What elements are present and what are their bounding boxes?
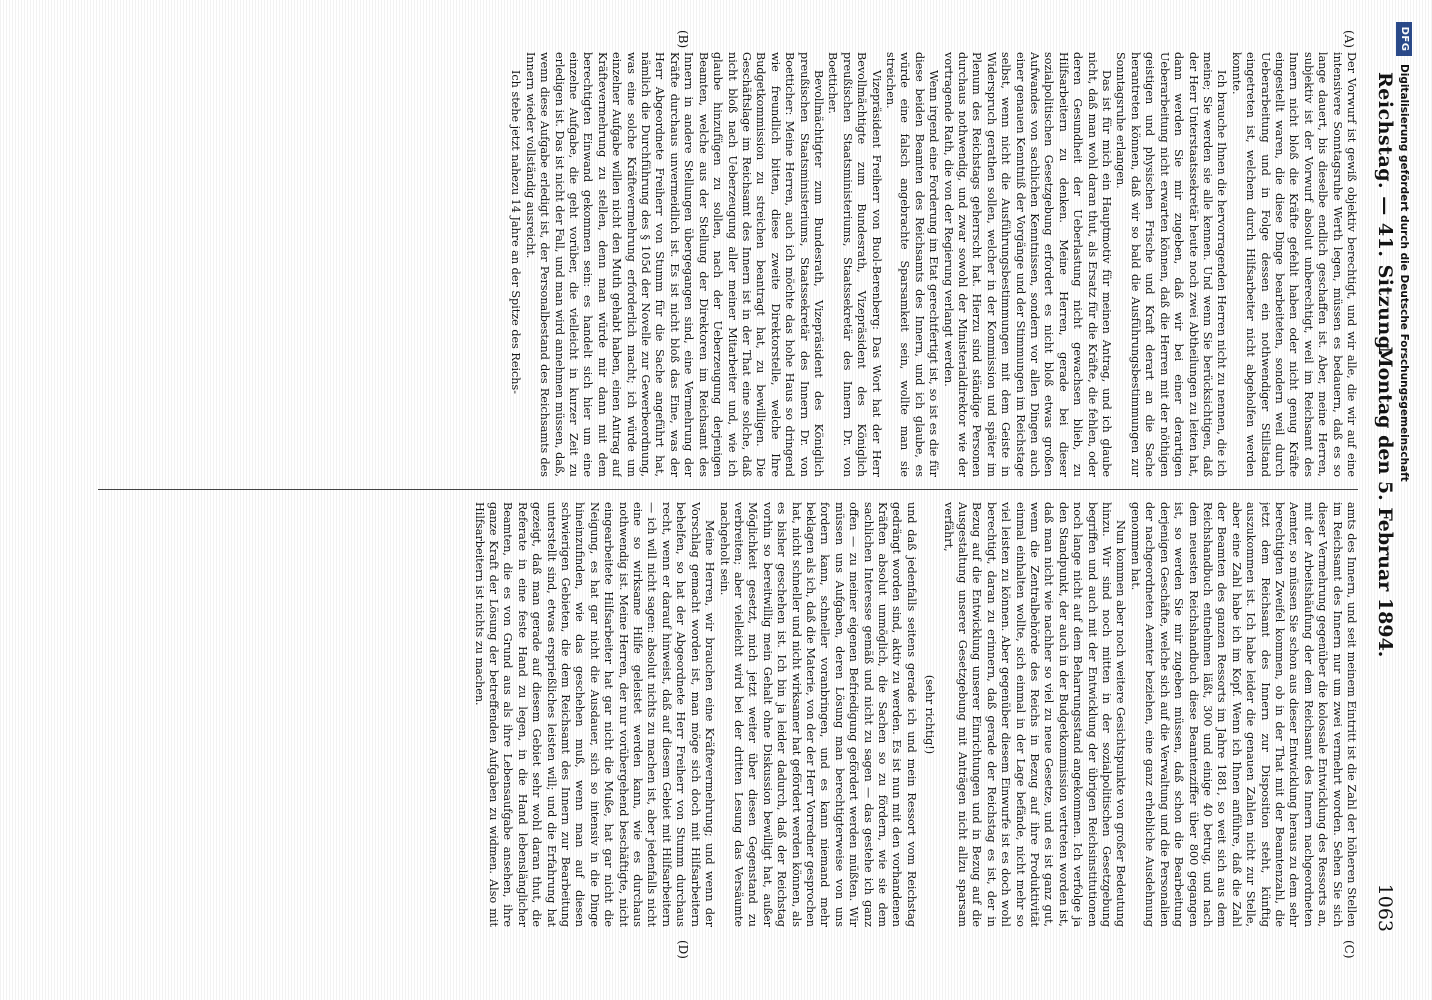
left-column	[88, 52, 1358, 477]
right-column	[88, 502, 1358, 927]
header-session: Reichstag. — 41. Sitzung.	[1374, 72, 1396, 357]
paragraph: und daß jedenfalls seitens gerade ich und mein Ressort vom Reichstag gedrängt worden sind, aktiv zu werden. Es ist nun mit den vorhandenen Kräften absolut unmöglich, die Sachen so zu fördern, wie sie dem sachlichen Interesse gemäß und nicht zu sagen — das gestehe ich ganz offen — zu meiner eigenen Befriedigung gefördert werden müßten. Wir müssen uns Aufgaben, deren Lösung man berechtigterweise von uns fordern kann, schneller voranbringen, und es kann niemand mehr beklagen als ich, daß die Materie, von der der Herr Vorredner gesprochen hat, nicht schneller und nicht wirksamer hat gefördert werden können, als es bisher geschehen ist. Ich bin ja leider dadurch, daß der Reichstag vorhin so bereitwillig mein Gehalt ohne Diskussion bewilligt hat, außer Möglichkeit gesetzt, mich jetzt weiter über diesen Gegenstand zu verbreiten; aber vielleicht wird bei der dritten Lesung das Versäumte nachgeholt sein.	[717, 502, 918, 927]
paragraph: Nun kommen aber noch weitere Gesichtspunkte von großer Bedeutung hinzu. Wir sind noch mitten in der sozialpolitischen Gesetzgebung begriffen und auch mit der Entwicklung der übrigen Reichsinstitutionen noch lange nicht auf dem Beharrungsstand angekommen. Ich verfolge ja den Standpunkt, der auch in der Budgetkommission vertreten worden ist, daß man nicht wie nachher so viel zu neue Gesetze, und es ist ganz gut, wenn die Zentralbehörde des Reichs in Bezug auf ihre Produktivität einmal einhalten wollte, sich einmal in der Lage befände, nicht mehr so viel leisten zu können. Aber gegenüber diesem Einwurfe ist es doch wohl berechtigt, daran zu erinnern, daß gerade der Reichstag es ist, der in Bezug auf die Entwicklung unserer Einrichtungen und in Bezug auf die Ausgestaltung unserer Gesetzgebung mit Anträgen nicht allzu sparsam verfährt,	[941, 502, 1128, 927]
dfg-logo-icon: DFG	[1396, 22, 1412, 56]
margin-marker-c: (C)	[1342, 940, 1356, 959]
page-number: 1063	[1374, 883, 1396, 932]
paragraph: amts des Innern, und seit meinem Eintritt ist die Zahl der höheren Stellen im Reichsamt des Innern nur um zwei vermehrt worden. Sehen Sie sich dieser Vermehrung gegenüber die kolossale Entwicklung des Ressorts an, mit der Arbeitshäufung der dem Reichsamt des Innern nachgeordneten Aemter, so müssen Sie schon aus dieser Entwicklung heraus zu dem sehr berechtigten Zweifel kommen, ob in der That mit der Beamtenzahl, die jetzt dem Reichsamt des Innern zur Disposition steht, künftig auszukommen ist. Ich habe leider die genauen Zahlen nicht zur Stelle, aber eine Zahl habe ich im Kopf. Wenn ich Ihnen anführe, daß die Zahl der Beamten des ganzen Ressorts im Jahre 1881, so weit sich aus dem Reichshandbuch entnehmen läßt, 300 und einige 40 betrug, und nach dem neuesten Reichshandbuch diese Beamtenziffer über 800 gegangen ist, so werden Sie mir zugeben müssen, daß schon die Bearbeitung derjenigen Geschäfte, welche sich auf die Verwaltung und die Personalien der nachgeordneten Aemter beziehen, eine ganz erhebliche Ausdehnung genommen hat.	[1128, 502, 1358, 927]
rotated-document-sheet	[70, 22, 1410, 982]
interjection: (sehr richtig!)	[923, 674, 937, 755]
paragraph: Das ist für mich ein Hauptmotiv für meinen Antrag, und ich glaube nicht, daß man wohl daran thut, als Ersatz für die Kräfte, die fehlen, oder deren Gesundheit der Ueberlastung nicht gewachsen blieb, zu Hilfsarbeitern zu denken. Meine Herren, gerade bei dieser sozialpolitischen Gesetzgebung erfordert es nicht bloß etwas großen Aufwandes von sachlichen Kenntnissen, sondern vor allen Dingen auch einer genauen Kenntniß der Vorgänge und der Stimmungen im Reichstage selbst, wenn nicht die Ausführungsbestimmungen mit dem Geiste in Widerspruch gerathen sollen, welcher in der Kommission und später im Plenum des Reichstags geherrscht hat. Hierzu sind ständige Personen durchaus nothwendig, und zwar sowohl der Ministerialdirektor wie der vortragende Rath, die von der Regierung verlangt werden.	[941, 52, 1114, 477]
watermark-text: Digitalisierung gefördert durch die Deutsche Forschungsgemeinschaft	[1398, 64, 1410, 482]
margin-marker-b: (B)	[676, 30, 690, 49]
paragraph: Ich stehe jetzt nahezu 14 Jahre an der Spitze des Reichs-	[509, 70, 523, 395]
paragraph: Wenn irgend eine Forderung im Etat gerechtfertigt ist, so ist es die für diese beiden Beamten des Reichsamts des Innern, und ich glaube, es würde eine falsch angebrachte Sparsamkeit sein, wollte man sie streichen.	[884, 52, 941, 477]
margin-marker-d: (D)	[676, 940, 690, 959]
paragraph: Ich brauche Ihnen die hervorragenden Herren nicht zu nennen, die ich meine; Sie werden sie alle kennen. Und wenn Sie berücksichtigen, daß der Herr Unterstaatssekretär heute noch zwei Abtheilungen zu leiten hat, dann werden Sie mir zugeben, daß wir bei einer derartigen Ueberarbeitung nicht erwarten können, daß die Herren mit der nöthigen geistigen und physischen Frische und Kraft derart an die Sache herantreten können, daß wir so bald die Ausführungsbestimmungen zur Sonntagsruhe erlangen.	[1114, 52, 1229, 477]
margin-marker-a: (A)	[1342, 30, 1356, 49]
column-divider	[98, 489, 1358, 490]
dfg-watermark	[1394, 22, 1412, 982]
header-date: Montag den 5. Februar 1894.	[1374, 346, 1396, 658]
paragraph: Der Vorwurf ist gewiß objektiv berechtigt, und wir alle, die wir auf eine intensivere Sonntagsruhe Werth legen, müssen es bedauern, daß es so lange dauert, bis dieselbe endlich geschaffen ist. Aber, meine Herren, subjektiv ist der Vorwurf absolut unberechtigt, weil im Reichsamt des Innern nicht bloß die Kräfte gefehlt haben oder nicht genug Kräfte eingestellt waren, die diese Dinge bearbeiteten, sondern weil durch Ueberarbeitung und in Folge dessen ein nothwendiger Stillstand eingetreten ist, welchem durch Hilfsarbeiter nicht abgeholfen werden konnte.	[1229, 52, 1358, 477]
paragraph: Meine Herren, wir brauchen eine Kräftevermehrung; und wenn der Vorschlag gemacht worden ist, man möge sich doch mit Hilfsarbeitern behelfen, so hat der Abgeordnete Herr Freiherr von Stumm durchaus recht, wenn er darauf hinweist, daß auf diesem Gebiet mit Hilfsarbeitern — ich will nicht sagen: absolut nichts zu machen ist, aber jedenfalls nicht eine so wirksame Hilfe geleistet werden kann, wie es durchaus nothwendig ist. Meine Herren, der nur vorübergehend beschäftigte, nicht eingearbeitete Hilfsarbeiter hat gar nicht die Muße, hat gar nicht die Neigung, es hat gar nicht die Ausdauer, sich so intensiv in die Dinge hineinzufinden, wie das geschehen muß, wenn man auf diesen schwierigen Gebieten, die dem Reichsamt des Innern zur Bearbeitung unterstellt sind, etwas ersprießliches leisten will; und die Erfahrung hat gezeigt, daß man gerade auf diesem Gebiet sehr wohl daran thut, die Referate in eine feste Hand zu legen, in die Hand lebenslänglicher Beamten, die es von Grund aus als ihre Lebensaufgabe ansehen, ihre ganze Kraft der Lösung der betreffenden Aufgaben zu widmen. Also mit Hilfsarbeitern ist nichts zu machen.	[472, 502, 717, 927]
paragraph: Vizepräsident Freiherr von Buol-Berenberg: Das Wort hat der Herr Bevollmächtigte zum Bundesrath, Vizepräsident des Königlich preußischen Staatsministeriums, Staatssekretär des Innern Dr. von Boetticher.	[826, 52, 883, 477]
paragraph: Bevollmächtigter zum Bundesrath, Vizepräsident des Königlich preußischen Staatsministeriums, Staatssekretär des Innern Dr. von Boetticher: Meine Herren, auch ich möchte das hohe Haus so dringend wie freundlich bitten, diese zweite Direktorstelle, welche Ihre Budgetkommission zu streichen beantragt hat, zu bewilligen. Die Geschäftslage im Reichsamt des Innern ist in der That eine solche, daß nicht bloß nach Ueberzeugung aller meiner Mitarbeiter und, wie ich glaube hinzufügen zu sollen, nach der Ueberzeugung derjenigen Beamten, welche aus der Stellung der Direktoren im Reichsamt des Innern in andere Stellungen übergegangen sind, eine Vermehrung der Kräfte durchaus unvermeidlich ist. Es ist nicht bloß das Eine, was der Herr Abgeordnete Freiherr von Stumm für die Sache angeführt hat, nämlich die Durchführung des § 105d der Novelle zur Gewerbeordnung, was eine solche Kräftevermehrung erforderlich macht; ich würde um einzelner Aufgabe willen nicht den Muth gehabt haben, einen Antrag auf Kräftevermehrung zu stellen, denn man würde mir dann mit dem berechtigten Einwand gekommen sein: es handelt sich hier um eine einzelne Aufgabe, die geht vorüber, die vielleicht in kurzer Zeit zu erledigen ist. Das ist nicht der Fall, und man wird annehmen müssen, daß, wenn diese Aufgabe erledigt ist, der Personalbestand des Reichsamts des Innern wieder vollständig ausreicht.	[523, 52, 825, 477]
